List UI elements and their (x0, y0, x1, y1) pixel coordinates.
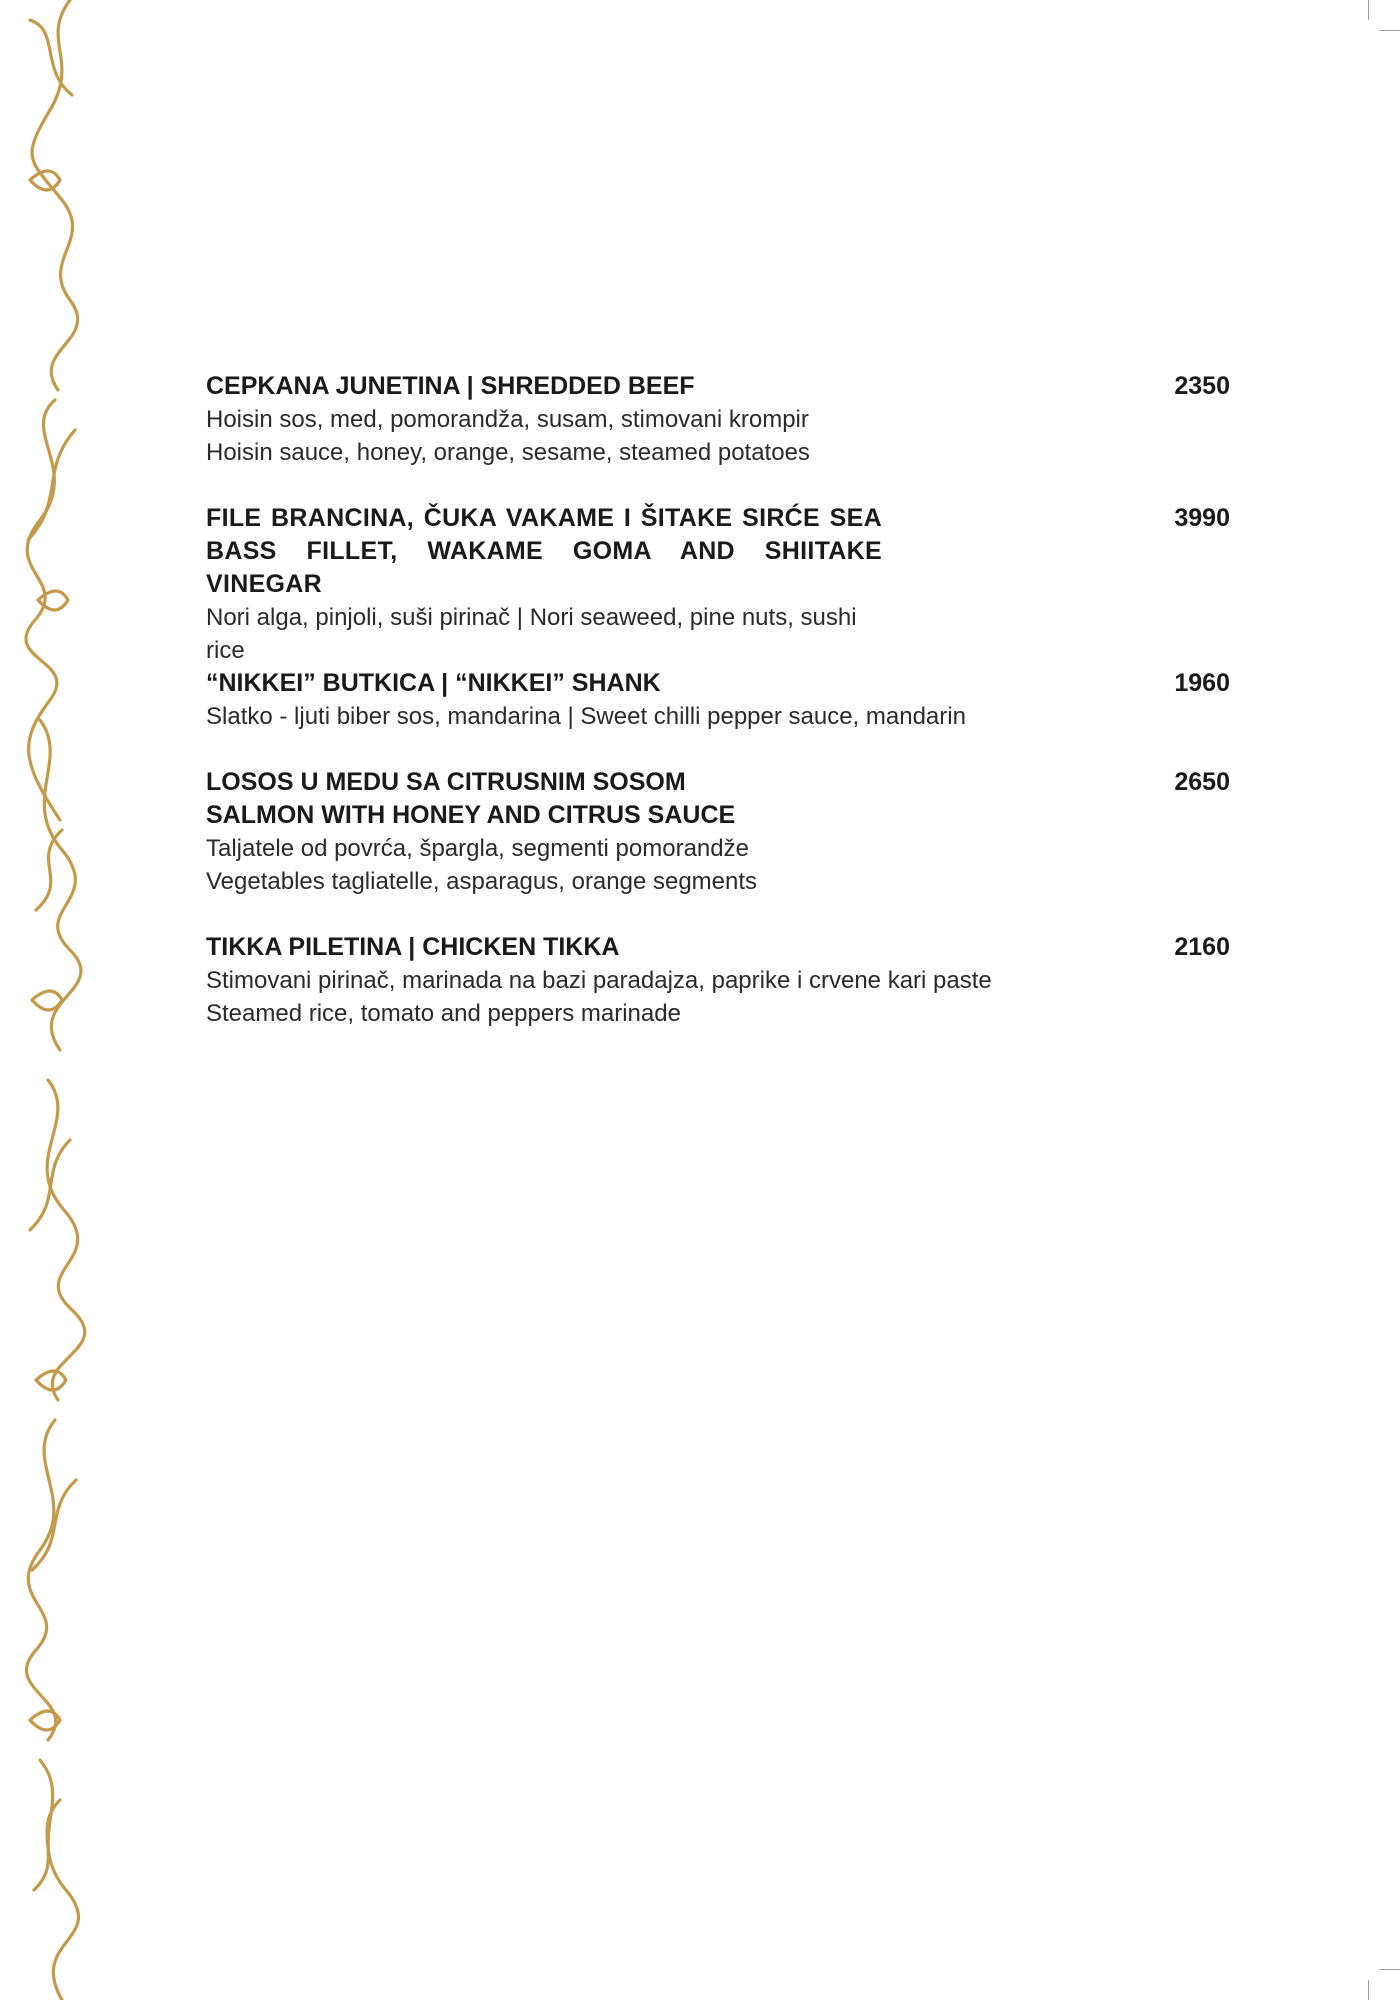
item-title: SALMON WITH HONEY AND CITRUS SAUCE (206, 801, 736, 829)
item-price: 2350 (1174, 372, 1230, 400)
menu-item-sea-bass-fillet (206, 502, 1230, 667)
menu-item-salmon-honey-citrus (206, 766, 1230, 898)
item-title: FILE BRANCINA, ČUKA VAKAME I ŠITAKE SIRĆE SEA (206, 504, 882, 532)
item-price: 3990 (1174, 504, 1230, 532)
item-title: BASS FILLET, WAKAME GOMA AND SHIITAKE VINEGAR (206, 537, 882, 598)
crop-mark-bottom-vertical (1368, 1980, 1369, 2000)
crop-mark-top-horizontal (1380, 30, 1400, 31)
item-title: LOSOS U MEDU SA CITRUSNIM SOSOM (206, 768, 686, 796)
menu-item-nikkei-shank (206, 667, 1230, 733)
item-description: Steamed rice, tomato and peppers marinade (206, 1000, 681, 1027)
brand-watermark-strip (0, 0, 96, 2000)
item-description: Taljatele od povrća, špargla, segmenti pomorandže (206, 835, 749, 862)
item-title: “NIKKEI” BUTKICA | “NIKKEI” SHANK (206, 669, 661, 697)
item-title: TIKKA PILETINA | CHICKEN TIKKA (206, 933, 620, 961)
menu-list (206, 370, 1230, 1030)
item-price: 1960 (1174, 669, 1230, 697)
menu-item-shredded-beef (206, 370, 1230, 469)
item-price: 2160 (1174, 933, 1230, 961)
crop-mark-bottom-horizontal (1380, 1969, 1400, 1970)
crop-mark-top-vertical (1368, 0, 1369, 20)
item-description: Hoisin sos, med, pomorandža, susam, stimovani krompir (206, 406, 809, 433)
item-description: Hoisin sauce, honey, orange, sesame, steamed potatoes (206, 439, 810, 466)
item-title: CEPKANA JUNETINA | SHREDDED BEEF (206, 372, 695, 400)
item-description: Nori alga, pinjoli, suši pirinač | Nori seaweed, pine nuts, sushi rice (206, 604, 857, 664)
brand-signature-logo (26, 0, 85, 2000)
item-price: 2650 (1174, 768, 1230, 796)
item-description: Slatko - ljuti biber sos, mandarina | Sweet chilli pepper sauce, mandarin (206, 703, 966, 730)
item-description: Vegetables tagliatelle, asparagus, orange segments (206, 868, 758, 895)
menu-item-chicken-tikka (206, 931, 1230, 1030)
item-description: Stimovani pirinač, marinada na bazi paradajza, paprike i crvene kari paste (206, 967, 992, 994)
